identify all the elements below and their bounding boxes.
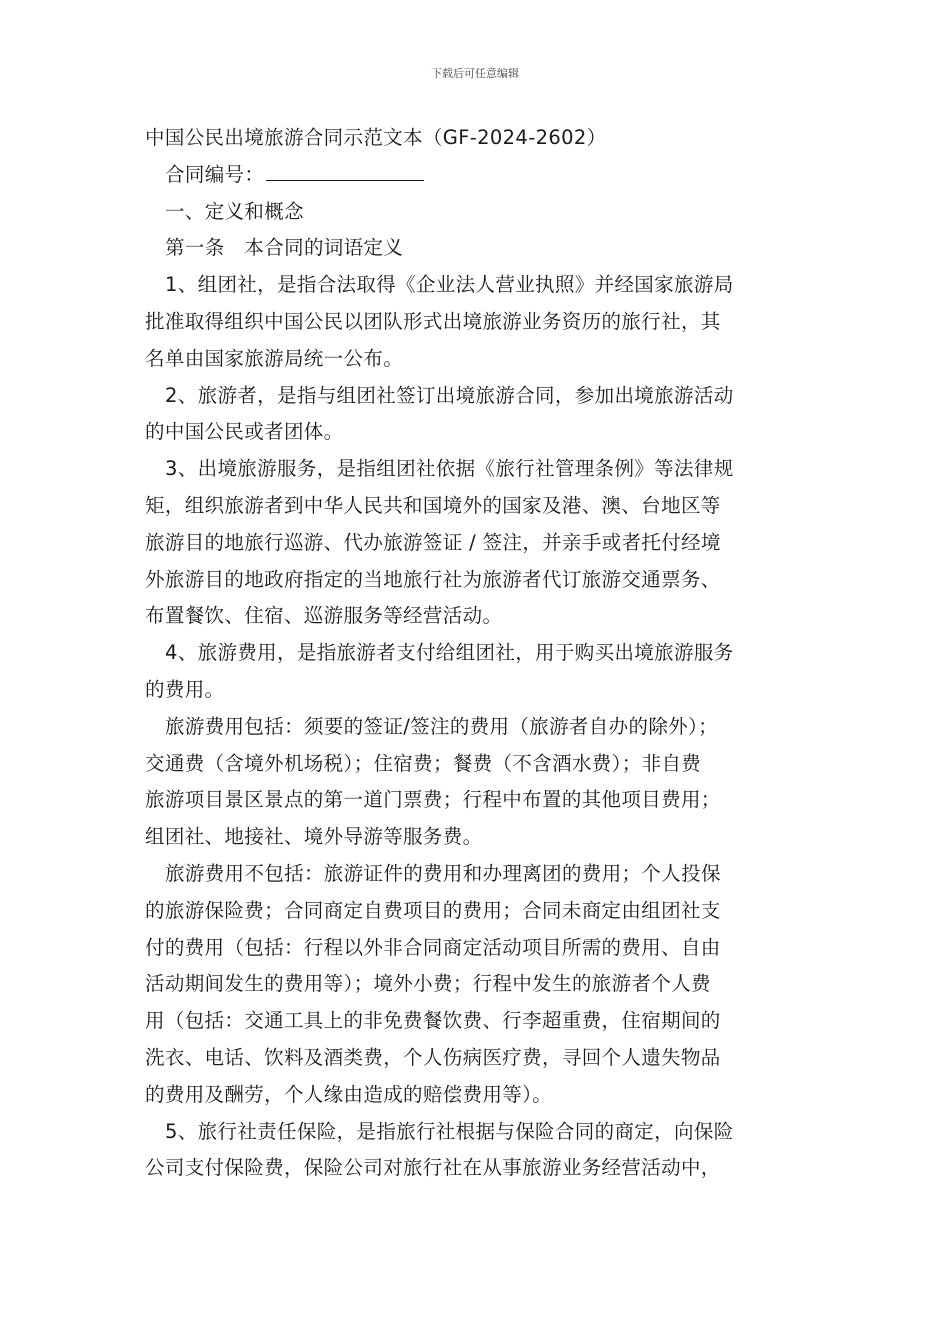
section-heading: 一、定义和概念	[165, 199, 304, 223]
article-heading: 第一条 本合同的词语定义	[165, 236, 404, 260]
text-line: 旅游费用包括：须要的签证/签注的费用（旅游者自办的除外）；	[165, 714, 718, 738]
text-line: 矩，组织旅游者到中华人民共和国境外的国家及港、澳、台地区等	[145, 493, 721, 517]
text-line: 用（包括：交通工具上的非免费餐饮费、行李超重费，住宿期间的	[145, 1009, 721, 1033]
text-line: 批准取得组织中国公民以团队形式出境旅游业务资历的旅行社，其	[145, 309, 721, 333]
document-body	[145, 120, 810, 1187]
text-line: 4、旅游费用，是指旅游者支付给组团社，用于购买出境旅游服务	[165, 641, 734, 665]
text-line: 5、旅行社责任保险，是指旅行社根据与保险合同的商定，向保险	[165, 1119, 734, 1143]
text-line: 3、出境旅游服务，是指组团社依据《旅行社管理条例》等法律规	[165, 457, 734, 481]
text-line: 的旅游保险费；合同商定自费项目的费用；合同未商定由组团社支	[145, 898, 721, 922]
text-line: 组团社、地接社、境外导游等服务费。	[145, 825, 483, 849]
text-line: 外旅游目的地政府指定的当地旅行社为旅游者代订旅游交通票务、	[145, 567, 721, 591]
text-line: 公司支付保险费，保险公司对旅行社在从事旅游业务经营活动中，	[145, 1156, 721, 1180]
text-line: 名单由国家旅游局统一公布。	[145, 346, 404, 370]
text-line: 洗衣、电话、饮料及酒类费，个人伤病医疗费，寻回个人遗失物品	[145, 1045, 721, 1069]
page-header-note: 下载后可任意编辑	[431, 67, 519, 80]
text-line: 的费用及酬劳，个人缘由造成的赔偿费用等）。	[145, 1082, 553, 1106]
text-line: 布置餐饮、住宿、巡游服务等经营活动。	[145, 604, 503, 628]
text-line: 活动期间发生的费用等）；境外小费；行程中发生的旅游者个人费	[145, 972, 711, 996]
text-line: 的中国公民或者团体。	[145, 420, 344, 444]
text-line: 2、旅游者，是指与组团社签订出境旅游合同，参加出境旅游活动	[165, 383, 734, 407]
text-line: 旅游费用不包括：旅游证件的费用和办理离团的费用；个人投保	[165, 861, 721, 885]
text-line: 旅游目的地旅行巡游、代办旅游签证 / 签注，并亲手或者托付经境	[145, 530, 721, 554]
contract-number-line	[145, 157, 810, 194]
text-line: 交通费（含境外机场税）；住宿费；餐费（不含酒水费）；非自费	[145, 751, 702, 775]
text-line: 的费用。	[145, 677, 225, 701]
contract-number-label: 合同编号：	[165, 162, 265, 186]
text-line: 1、组团社，是指合法取得《企业法人营业执照》并经国家旅游局	[165, 273, 734, 297]
text-line: 付的费用（包括：行程以外非合同商定活动项目所需的费用、自由	[145, 935, 721, 959]
text-line: 旅游项目景区景点的第一道门票费；行程中布置的其他项目费用；	[145, 788, 721, 812]
document-title: 中国公民出境旅游合同示范文本（GF-2024-2602）	[145, 126, 607, 149]
contract-number-blank	[266, 158, 424, 181]
